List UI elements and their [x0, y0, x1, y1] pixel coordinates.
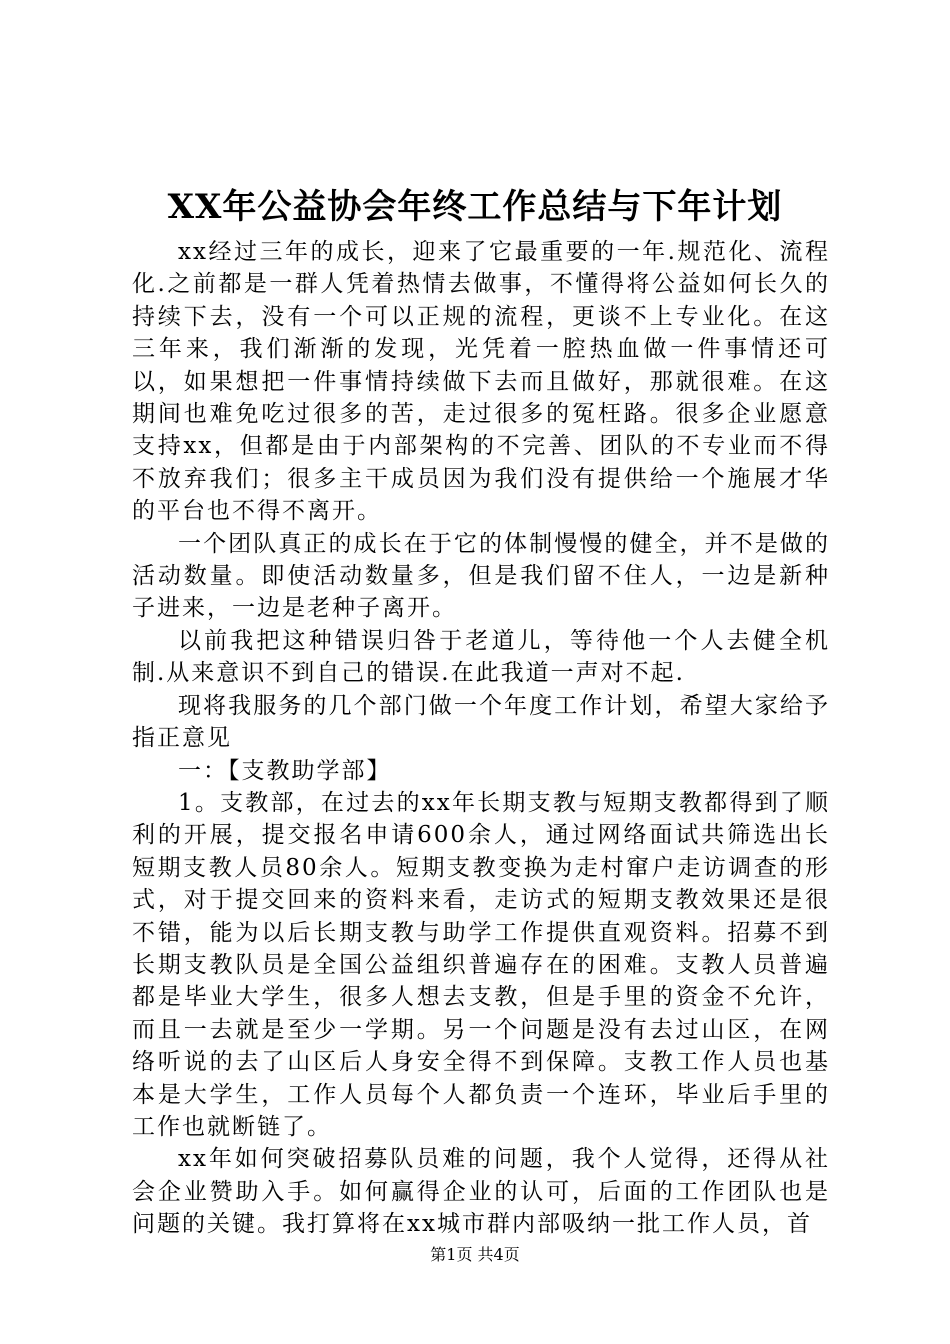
- section-heading: 一：【支教助学部】: [178, 757, 392, 784]
- document-body: [132, 236, 830, 1241]
- paragraph: 一个团队真正的成长在于它的体制慢慢的健全，并不是做的活动数量。即使活动数量多，但是我们留不住人，一边是新种子进来，一边是老种子离开。: [132, 530, 830, 622]
- paragraph: 以前我把这种错误归咎于老道儿，等待他一个人去健全机制.从来意识不到自己的错误.在此我道一声对不起.: [132, 627, 830, 687]
- paragraph: 1。支教部，在过去的xx年长期支教与短期支教都得到了顺利的开展，提交报名申请600余人，通过网络面试共筛选出长短期支教人员80余人。短期支教变换为走村窜户走访调查的形式，对于提交回来的资料来看，走访式的短期支教效果还是很不错，能为以后长期支教与助学工作提供直观资料。招募不到长期支教队员是全国公益组织普遍存在的困难。支教人员普遍都是毕业大学生，很多人想去支教，但是手里的资金不允许，而且一去就是至少一学期。另一个问题是没有去过山区，在网络听说的去了山区后人身安全得不到保障。支教工作人员也基本是大学生，工作人员每个人都负责一个连环，毕业后手里的工作也就断链了。: [132, 789, 830, 1140]
- document-title: XX年公益协会年终工作总结与下年计划: [167, 187, 783, 227]
- paragraph: xx经过三年的成长，迎来了它最重要的一年.规范化、流程化.之前都是一群人凭着热情去做事，不懂得将公益如何长久的持续下去，没有一个可以正规的流程，更谈不上专业化。在这三年来，我们渐渐的发现，光凭着一腔热血做一件事情还可以，如果想把一件事情持续做下去而且做好，那就很难。在这期间也难免吃过很多的苦，走过很多的冤枉路。很多企业愿意支持xx，但都是由于内部架构的不完善、团队的不专业而不得不放弃我们；很多主干成员因为我们没有提供给一个施展才华的平台也不得不离开。: [132, 239, 830, 525]
- paragraph: xx年如何突破招募队员难的问题，我个人觉得，还得从社会企业赞助入手。如何赢得企业的认可，后面的工作团队也是问题的关键。我打算将在xx城市群内部吸纳一批工作人员，首: [132, 1146, 830, 1238]
- page-footer: 第1页 共4页: [430, 1245, 520, 1264]
- paragraph: 现将我服务的几个部门做一个年度工作计划，希望大家给予指正意见: [132, 692, 830, 752]
